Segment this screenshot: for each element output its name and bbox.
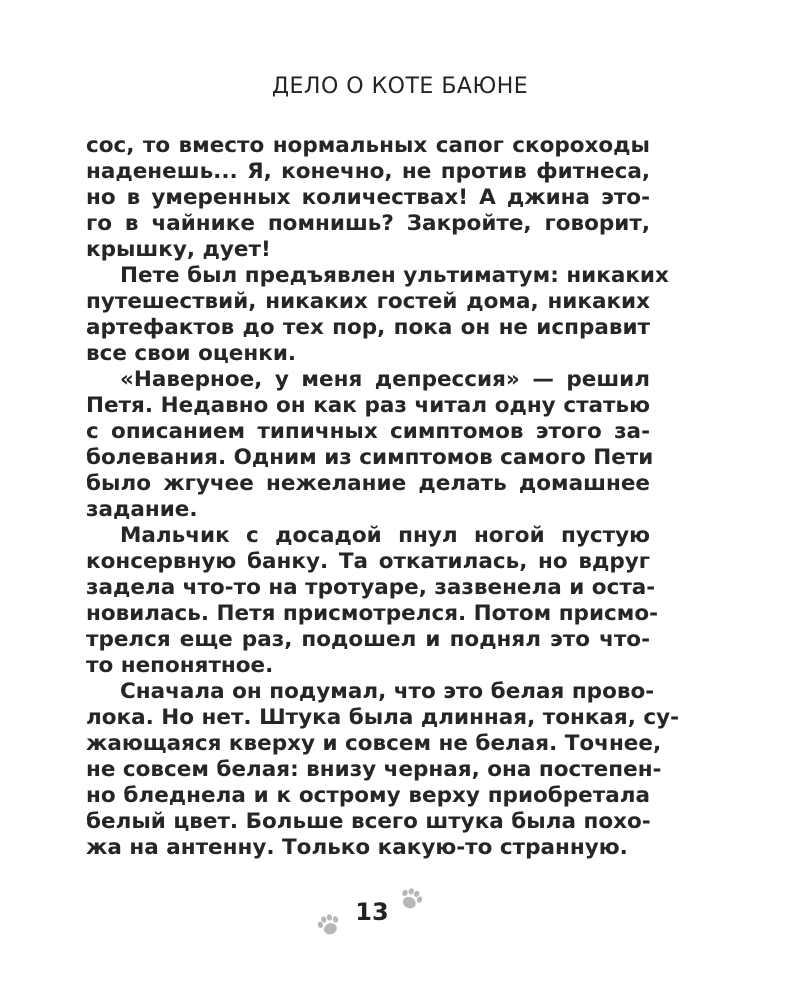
text-line: трелся еще раз, подошел и поднял это что-: [86, 627, 650, 652]
text-line: не совсем белая: внизу черная, она постепен-: [86, 757, 662, 782]
text-line: Мальчик с досадой пнул ногой пустую: [120, 523, 650, 548]
running-head: ДЕЛО О КОТЕ БАЮНЕ: [271, 74, 529, 99]
text-line: лока. Но нет. Штука была длинная, тонкая, су-: [86, 705, 680, 730]
text-line: с описанием типичных симптомов этого за-: [86, 419, 650, 444]
text-line: Петя. Недавно он как раз читал одну статью: [86, 393, 650, 418]
text-line: то непонятное.: [86, 653, 274, 678]
text-line: задела что-то на тротуаре, зазвенела и оста-: [86, 575, 656, 600]
text-line: «Наверное, у меня депрессия» — решил: [120, 367, 650, 392]
text-line: путешествий, никаких гостей дома, никаких: [86, 289, 650, 314]
text-line: но бледнела и к острому верху приобретала: [86, 783, 650, 808]
text-line: было жгучее нежелание делать домашнее: [86, 471, 650, 496]
text-line: консервную банку. Та откатилась, но вдруг: [86, 549, 650, 574]
text-line: крышку, дует!: [86, 237, 271, 262]
text-line: но в умеренных количествах! А джина это-: [86, 185, 650, 210]
text-line: артефактов до тех пор, пока он не исправит: [86, 315, 650, 340]
text-line: жающаяся кверху и совсем не белая. Точнее,: [86, 731, 662, 756]
body-text: [86, 133, 680, 861]
paw-print-icon: [396, 884, 426, 914]
text-line: белый цвет. Больше всего штука была похо-: [86, 809, 651, 834]
text-line: наденешь... Я, конечно, не против фитнеса,: [86, 159, 650, 184]
text-line: сос, то вместо нормальных сапог скороходы: [86, 133, 650, 158]
text-line: жа на антенну. Только какую-то странную.: [86, 835, 628, 860]
text-line: го в чайнике помнишь? Закройте, говорит,: [86, 211, 650, 236]
paw-print-icon: [314, 910, 344, 940]
text-line: новилась. Петя присмотрелся. Потом присмо-: [86, 601, 659, 626]
text-line: все свои оценки.: [86, 341, 297, 366]
text-line: болевания. Одним из симптомов самого Пети: [86, 445, 654, 470]
text-line: Пете был предъявлен ультиматум: никаких: [120, 263, 669, 288]
text-line: Сначала он подумал, что это белая прово-: [120, 679, 655, 704]
text-line: задание.: [86, 497, 198, 522]
page-number: 13: [355, 898, 389, 926]
